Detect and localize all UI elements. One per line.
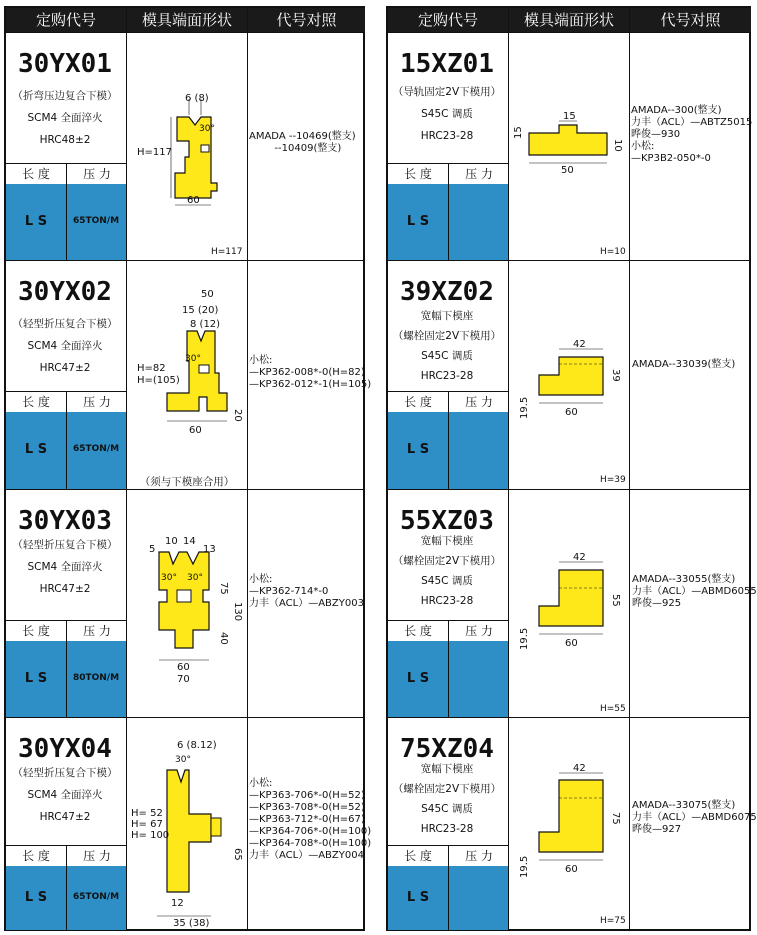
spec-cell: L S 80TON/M [6, 641, 126, 718]
height-mark: H=10 [600, 247, 626, 257]
dim-label: 20 [232, 409, 243, 422]
dim-label: 19.5 [519, 396, 530, 419]
angle-label: 30° [161, 573, 177, 583]
dim-label: 60 [189, 425, 202, 436]
dim-label: 39 [610, 369, 621, 382]
product-row-75xz04 [388, 717, 757, 929]
tonnage: 65TON/M [72, 216, 120, 226]
cross-reference: AMADA --10469(整支) --10409(整支) [249, 131, 356, 154]
die-profile-drawing [127, 718, 247, 930]
base-shape [539, 357, 603, 395]
dim-label: 13 [203, 544, 216, 555]
height-mark: H=117 [211, 247, 243, 257]
dim-label: 60 [177, 662, 190, 673]
product-desc-line: S45C 调质 [421, 108, 473, 120]
product-desc-line: HRC47±2 [39, 583, 91, 595]
dim-label: H=82 [137, 363, 166, 374]
product-code: 75XZ04 [400, 734, 494, 764]
length-pressure-header: 长 度 压 力 [388, 163, 508, 184]
product-row-15xz01 [388, 32, 753, 260]
dim-label: 19.5 [519, 627, 530, 650]
dim-label: 30° [175, 755, 191, 765]
dim-label: 42 [573, 339, 586, 350]
product-desc-line: （螺栓固定2V下模用） [392, 555, 502, 567]
dim-label: 130 [232, 602, 243, 622]
dim-label: 35 (38) [173, 918, 210, 929]
die-profile-drawing [509, 490, 629, 718]
header-col-code: 定购代号 [388, 8, 508, 32]
product-desc-line: （螺栓固定2V下模用） [392, 330, 502, 342]
product-desc-line: SCM4 全面淬火 [27, 340, 103, 352]
dim-label: 5 [149, 544, 156, 555]
header-col-ref: 代号对照 [630, 8, 751, 32]
die-profile-drawing [127, 261, 247, 490]
dim-label: H= 67 [131, 819, 163, 830]
product-desc-line: （轻型折压复合下模） [12, 318, 118, 330]
product-desc-line: HRC23-28 [420, 595, 474, 607]
spec-cell: L S [388, 184, 508, 261]
length-pressure-header: 长 度 压 力 [6, 845, 126, 866]
product-desc-line: （折弯压边复合下模） [12, 90, 118, 102]
product-row-30yx01 [6, 32, 363, 260]
die-profile-drawing [509, 718, 629, 930]
spec-cell: L S 65TON/M [6, 866, 126, 930]
product-desc-line: HRC23-28 [420, 823, 474, 835]
tonnage: 65TON/M [72, 892, 120, 902]
product-desc-line: （导轨固定2V下模用） [392, 86, 502, 98]
product-desc-line: HRC23-28 [420, 130, 474, 142]
length-pressure-header: 长 度 压 力 [388, 391, 508, 412]
product-desc-line: SCM4 全面淬火 [27, 112, 103, 124]
angle-label: 30° [187, 573, 203, 583]
spec-cell: L S [388, 412, 508, 490]
left-catalog-panel [4, 6, 372, 931]
product-desc-line: 宽幅下模座 [420, 763, 474, 775]
dim-label: 42 [573, 552, 586, 563]
usage-note: （须与下模座合用） [139, 476, 235, 488]
spec-cell: L S 65TON/M [6, 412, 126, 490]
die-profile-drawing [127, 490, 247, 718]
base-shape [539, 780, 603, 852]
header-col-ref: 代号对照 [248, 8, 365, 32]
angle-label: 30° [185, 354, 201, 364]
product-desc-line: （螺栓固定2V下模用） [392, 783, 502, 795]
dim-label: 15 [563, 111, 576, 122]
product-code: 30YX02 [18, 277, 112, 307]
dim-label: 6 (8) [185, 93, 209, 104]
angle-label: 30° [199, 124, 215, 134]
dim-label: 19.5 [519, 855, 530, 878]
cross-reference: AMADA--33039(整支) [632, 359, 736, 370]
base-shape [539, 570, 603, 626]
product-code: 15XZ01 [400, 49, 494, 79]
height-mark: H=39 [600, 475, 626, 485]
product-desc-line: SCM4 全面淬火 [27, 561, 103, 573]
length-pressure-header: 长 度 压 力 [6, 391, 126, 412]
dim-label: 60 [187, 195, 200, 206]
dim-label: 15 (20) [182, 305, 219, 316]
dim-label: 60 [565, 864, 578, 875]
cross-reference: 小松: —KP362-008*-0(H=82) —KP362-012*-1(H=105) [249, 355, 372, 390]
cross-reference: AMADA--300(整支) 力丰（ACL）—ABTZ5015 晔俊—930 小松: —KP3B2-050*-0 [631, 105, 753, 164]
length-pressure-header: 长 度 压 力 [6, 620, 126, 641]
dim-label: 10 [612, 139, 623, 152]
spec-cell: L S [388, 641, 508, 718]
cross-reference: AMADA--33075(整支) 力丰（ACL）—ABMD6075 晔俊—927 [632, 800, 757, 835]
dim-label: 55 [610, 594, 621, 607]
product-row-30yx04 [6, 717, 372, 929]
product-desc-line: S45C 调质 [421, 575, 473, 587]
height-mark: H=75 [600, 916, 626, 926]
product-desc-line: 宽幅下模座 [420, 535, 474, 547]
product-code: 30YX01 [18, 49, 112, 79]
product-desc-line: S45C 调质 [421, 803, 473, 815]
dim-label: 75 [218, 582, 229, 595]
product-desc-line: （轻型折压复合下模） [12, 539, 118, 551]
die-shape [167, 770, 211, 892]
dim-label: 70 [177, 674, 190, 685]
length-pressure-header: 长 度 压 力 [6, 163, 126, 184]
dim-label: 50 [201, 289, 214, 300]
right-catalog-panel [386, 6, 757, 931]
product-desc-line: （轻型折压复合下模） [12, 767, 118, 779]
die-profile-drawing [509, 33, 629, 261]
cross-reference: 小松: —KP362-714*-0 力丰（ACL）—ABZY003 [249, 574, 364, 609]
dim-label: 15 [513, 126, 524, 139]
product-desc-line: HRC48±2 [39, 134, 91, 146]
dim-label: 40 [218, 632, 229, 645]
dim-label: 50 [561, 165, 574, 176]
dim-label: 75 [610, 812, 621, 825]
cross-reference: AMADA--33055(整支) 力丰（ACL）—ABMD6055 晔俊—925 [632, 574, 757, 609]
dim-label: H= 52 [131, 808, 163, 819]
header-col-shape: 模具端面形状 [127, 8, 247, 32]
product-code: 30YX03 [18, 506, 112, 536]
dim-label: H= 100 [131, 830, 170, 841]
spec-cell: L S 65TON/M [6, 184, 126, 261]
product-row-55xz03 [388, 489, 757, 717]
dim-label: 10 [165, 536, 178, 547]
header-col-code: 定购代号 [6, 8, 126, 32]
length-pressure-header: 长 度 压 力 [388, 620, 508, 641]
product-desc-line: 宽幅下模座 [420, 310, 474, 322]
product-row-30yx02 [6, 260, 372, 489]
die-profile-drawing [127, 33, 247, 261]
dim-label: H=117 [137, 147, 172, 158]
product-code: 39XZ02 [400, 277, 494, 307]
tonnage: 80TON/M [72, 673, 120, 683]
spec-cell: L S [388, 866, 508, 930]
product-row-39xz02 [388, 260, 749, 489]
header-col-shape: 模具端面形状 [509, 8, 629, 32]
die-shape [167, 331, 227, 411]
product-code: 30YX04 [18, 734, 112, 764]
dim-label: 65 [232, 848, 243, 861]
dim-label: 12 [171, 898, 184, 909]
height-mark: H=55 [600, 704, 626, 714]
product-desc-line: HRC47±2 [39, 811, 91, 823]
dim-label: 8 (12) [190, 319, 221, 330]
dim-label: 42 [573, 763, 586, 774]
dim-label: H=(105) [137, 375, 180, 386]
product-desc-line: HRC47±2 [39, 362, 91, 374]
dim-label: 60 [565, 638, 578, 649]
product-row-30yx03 [6, 489, 363, 717]
dim-label: 6 (8.12) [177, 740, 217, 751]
tonnage: 65TON/M [72, 444, 120, 454]
base-shape [529, 125, 607, 155]
product-desc-line: HRC23-28 [420, 370, 474, 382]
dim-label: 14 [183, 536, 196, 547]
cross-reference: 小松: —KP363-706*-0(H=52) —KP363-708*-0(H=52) —KP363-712*-0(H=67) —KP364-706*-0(H=100) —KP364-708*-0(H=100) 力丰（ACL）—ABZY004 [249, 778, 372, 861]
product-desc-line: S45C 调质 [421, 350, 473, 362]
die-profile-drawing [509, 261, 629, 490]
dim-label: 60 [565, 407, 578, 418]
product-desc-line: SCM4 全面淬火 [27, 789, 103, 801]
product-code: 55XZ03 [400, 506, 494, 536]
length-pressure-header: 长 度 压 力 [388, 845, 508, 866]
